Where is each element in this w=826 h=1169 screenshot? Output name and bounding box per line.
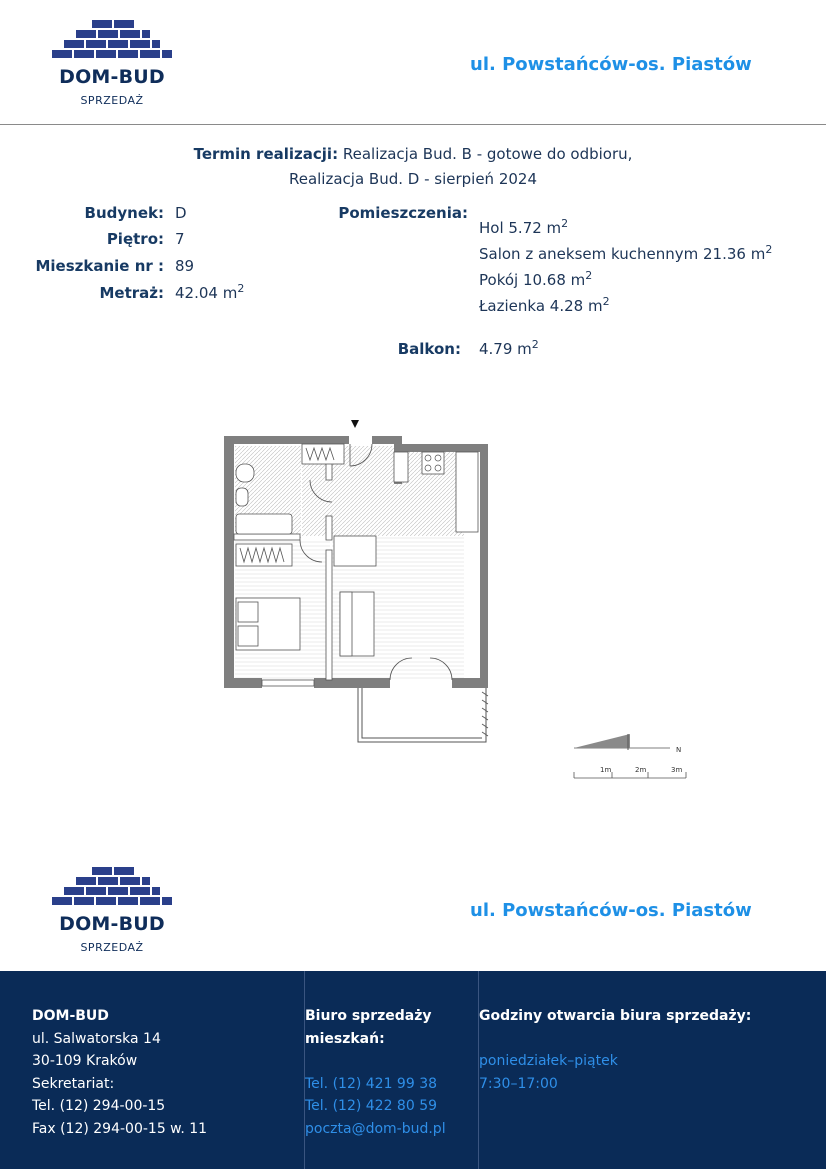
room-sup: 2 [561, 217, 569, 230]
term-line2: Realizacja Bud. D - sierpień 2024 [288, 170, 538, 188]
floor-value: 7 [175, 230, 185, 248]
company-tel: Tel. (12) 294-00-15 [32, 1098, 166, 1114]
secretary-label: Sekretariat: [32, 1075, 115, 1092]
building-value: D [175, 204, 187, 222]
rooms-label: Pomieszczenia: [338, 204, 468, 222]
room-pokoj [479, 271, 592, 289]
footer-company [32, 1005, 207, 1169]
hours-time: 7:30–17:00 [479, 1075, 558, 1092]
north-arrow-icon [574, 734, 670, 750]
company-street: ul. Salwatorska 14 [32, 1030, 161, 1047]
logo-top [50, 18, 174, 107]
apartment-value: 89 [175, 257, 195, 275]
footer [0, 971, 826, 1169]
brand-tagline: SPRZEDAŻ [80, 941, 144, 954]
company-name: DOM-BUD [32, 1008, 109, 1024]
apartment-label: Mieszkanie nr : [35, 257, 164, 275]
bricks-logo-icon [50, 865, 174, 911]
room-text: Łazienka 4.28 m [479, 297, 603, 315]
scale-label-3m: 3m [671, 766, 683, 774]
hours-heading: Godziny otwarcia biura sprzedaży: [479, 1008, 752, 1024]
room-sup: 2 [765, 243, 773, 256]
balcony-sup: 2 [531, 338, 539, 351]
footer-office [305, 1005, 446, 1169]
term-label: Termin realizacji: [193, 145, 339, 163]
room-hol [479, 219, 568, 237]
office-email[interactable]: poczta@dom-bud.pl [305, 1120, 446, 1137]
window [262, 680, 314, 686]
balcony-outline [358, 688, 486, 742]
scale-label-1m: 1m [600, 766, 612, 774]
office-heading-2: mieszkań: [305, 1030, 385, 1047]
office-tel-2[interactable]: Tel. (12) 422 80 59 [305, 1098, 438, 1114]
completion-term [0, 142, 826, 192]
term-line1: Realizacja Bud. B - gotowe do odbioru, [342, 145, 633, 163]
company-fax: Fax (12) 294-00-15 w. 11 [32, 1120, 208, 1137]
balcony-railing [482, 692, 488, 736]
brand-name: DOM-BUD [59, 913, 165, 935]
balcony-label: Balkon: [397, 340, 461, 358]
footer-hours [479, 1005, 751, 1169]
scale-bar [574, 772, 686, 778]
room-salon [479, 245, 772, 263]
address-bottom: ul. Powstańców-os. Piastów [470, 900, 752, 921]
building-label: Budynek: [84, 204, 164, 222]
office-tel-1[interactable]: Tel. (12) 421 99 38 [305, 1075, 438, 1092]
room-text: Pokój 10.68 m [479, 271, 586, 289]
scale-label-2m: 2m [635, 766, 647, 774]
area-number: 42.04 m [175, 284, 238, 302]
brand-name: DOM-BUD [59, 66, 165, 88]
balcony-value [479, 340, 539, 358]
room-sup: 2 [602, 295, 610, 308]
entrance-arrow-icon [351, 420, 359, 428]
floor-plan [222, 416, 697, 786]
logo-bottom [50, 865, 174, 954]
office-heading-1: Biuro sprzedaży [305, 1008, 432, 1024]
room-text: Hol 5.72 m [479, 219, 562, 237]
bricks-logo-icon [50, 18, 174, 64]
area-value [175, 284, 244, 302]
header-divider [0, 124, 826, 125]
brand-tagline: SPRZEDAŻ [80, 94, 144, 107]
north-label: N [676, 746, 682, 754]
room-lazienka [479, 297, 610, 315]
area-unit-sup: 2 [237, 282, 245, 295]
area-label: Metraż: [99, 284, 164, 302]
floor-label: Piętro: [106, 230, 164, 248]
room-text: Salon z aneksem kuchennym 21.36 m [479, 245, 766, 263]
company-city: 30-109 Kraków [32, 1053, 138, 1069]
hours-days: poniedziałek–piątek [479, 1053, 618, 1069]
room-sup: 2 [585, 269, 593, 282]
balcony-number: 4.79 m [479, 340, 532, 358]
address-top: ul. Powstańców-os. Piastów [470, 54, 752, 75]
